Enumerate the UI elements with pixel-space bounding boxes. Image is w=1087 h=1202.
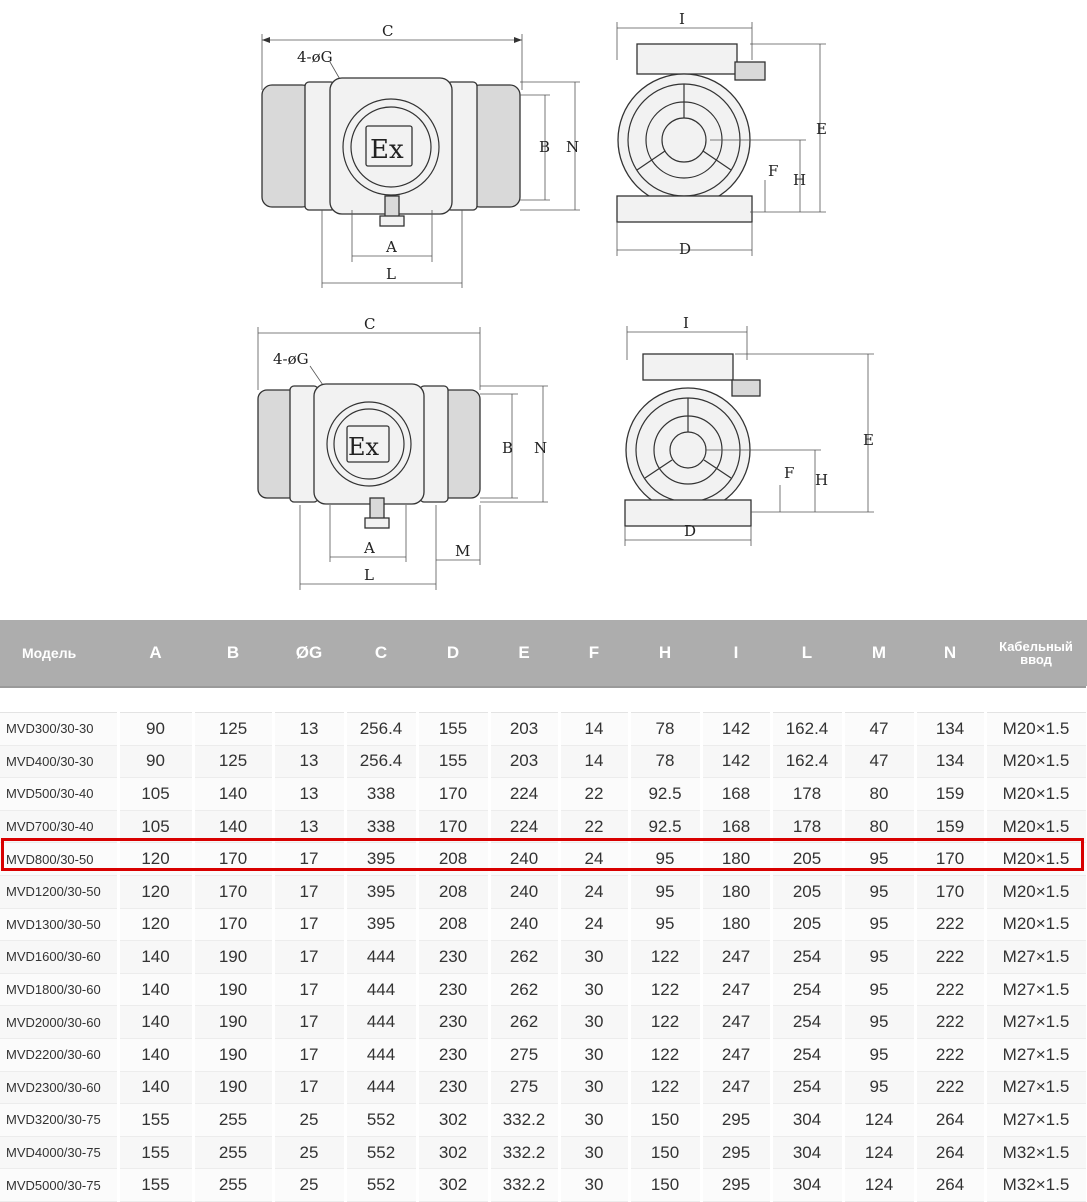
- table-cell: 124: [843, 1104, 915, 1137]
- table-cell: 332.2: [489, 1136, 559, 1169]
- table-row: [0, 1136, 1087, 1169]
- table-cell: 30: [559, 1006, 629, 1039]
- table-row: [0, 810, 1087, 843]
- model-cell: MVD4000/30-75: [0, 1136, 118, 1169]
- table-cell: 224: [489, 810, 559, 843]
- table-row: [0, 875, 1087, 908]
- table-cell: 17: [273, 1071, 345, 1104]
- table-cell: 168: [701, 810, 771, 843]
- table-cell: 264: [915, 1104, 985, 1137]
- table-row: [0, 941, 1087, 974]
- table-cell: 122: [629, 973, 701, 1006]
- model-cell: MVD1300/30-50: [0, 908, 118, 941]
- table-cell: 170: [417, 778, 489, 811]
- table-cell: 78: [629, 745, 701, 778]
- dim-label-m: M: [455, 542, 471, 560]
- table-row: [0, 843, 1087, 876]
- table-cell: 162.4: [771, 713, 843, 746]
- table-cell: 24: [559, 875, 629, 908]
- dim-label-n: N: [534, 439, 548, 457]
- table-row: [0, 973, 1087, 1006]
- table-cell: 125: [193, 745, 273, 778]
- table-header: [0, 620, 1087, 687]
- table-cell: 395: [345, 843, 417, 876]
- table-cell: 254: [771, 1071, 843, 1104]
- table-cell: 150: [629, 1104, 701, 1137]
- table-cell: 395: [345, 875, 417, 908]
- model-cell: MVD300/30-30: [0, 713, 118, 746]
- table-cell: 275: [489, 1038, 559, 1071]
- spec-table: [0, 620, 1087, 1202]
- table-row: [0, 778, 1087, 811]
- table-cell: 150: [629, 1136, 701, 1169]
- table-cell: 125: [193, 713, 273, 746]
- table-cell: 47: [843, 713, 915, 746]
- table-cell: 22: [559, 810, 629, 843]
- table-cell: 95: [843, 973, 915, 1006]
- table-cell: 134: [915, 713, 985, 746]
- table-cell: 222: [915, 1071, 985, 1104]
- table-cell: 95: [843, 843, 915, 876]
- table-cell: 295: [701, 1169, 771, 1202]
- table-cell: 105: [118, 810, 193, 843]
- column-header: H: [629, 620, 701, 687]
- table-cell: 395: [345, 908, 417, 941]
- dim-label-b: B: [539, 138, 551, 156]
- table-cell: 180: [701, 875, 771, 908]
- dim-label-c: C: [382, 22, 394, 40]
- table-cell: 140: [118, 1006, 193, 1039]
- table-cell: 122: [629, 941, 701, 974]
- column-header: I: [701, 620, 771, 687]
- dim-label-i: I: [679, 10, 685, 28]
- column-header: D: [417, 620, 489, 687]
- column-header: ØG: [273, 620, 345, 687]
- table-cell: 222: [915, 973, 985, 1006]
- column-header: F: [559, 620, 629, 687]
- table-cell: 203: [489, 745, 559, 778]
- column-header-model: Модель: [0, 620, 118, 687]
- table-cell: 203: [489, 713, 559, 746]
- table-cell: 30: [559, 1104, 629, 1137]
- table-cell: 14: [559, 745, 629, 778]
- table-row: [0, 1071, 1087, 1104]
- table-cell: M27×1.5: [985, 941, 1087, 974]
- table-cell: 80: [843, 810, 915, 843]
- table-cell: 222: [915, 908, 985, 941]
- table-cell: M27×1.5: [985, 1071, 1087, 1104]
- column-header: L: [771, 620, 843, 687]
- table-cell: 95: [843, 1071, 915, 1104]
- table-cell: 295: [701, 1104, 771, 1137]
- table-cell: 150: [629, 1169, 701, 1202]
- table-cell: 17: [273, 1038, 345, 1071]
- table-row: [0, 745, 1087, 778]
- column-header: E: [489, 620, 559, 687]
- table-cell: M20×1.5: [985, 713, 1087, 746]
- dim-label-g: 4-øG: [273, 350, 309, 368]
- model-cell: MVD3200/30-75: [0, 1104, 118, 1137]
- table-cell: 230: [417, 1038, 489, 1071]
- table-cell: 254: [771, 1006, 843, 1039]
- table-cell: 295: [701, 1136, 771, 1169]
- table-cell: 247: [701, 973, 771, 1006]
- table-cell: M20×1.5: [985, 843, 1087, 876]
- table-cell: 444: [345, 941, 417, 974]
- table-cell: 170: [193, 843, 273, 876]
- table-cell: M20×1.5: [985, 810, 1087, 843]
- table-cell: 240: [489, 843, 559, 876]
- table-cell: 256.4: [345, 713, 417, 746]
- table-row: [0, 1104, 1087, 1137]
- dim-label-h: H: [793, 171, 807, 189]
- table-cell: 142: [701, 713, 771, 746]
- table-cell: 262: [489, 1006, 559, 1039]
- table-cell: 190: [193, 973, 273, 1006]
- table-cell: M32×1.5: [985, 1169, 1087, 1202]
- table-cell: M20×1.5: [985, 875, 1087, 908]
- table-cell: 444: [345, 1006, 417, 1039]
- table-cell: 302: [417, 1104, 489, 1137]
- table-row: [0, 1038, 1087, 1071]
- table-cell: 155: [417, 713, 489, 746]
- table-cell: 95: [843, 875, 915, 908]
- table-cell: 24: [559, 908, 629, 941]
- model-cell: MVD2300/30-60: [0, 1071, 118, 1104]
- table-cell: 254: [771, 1038, 843, 1071]
- table-cell: M20×1.5: [985, 778, 1087, 811]
- cable-header-line1: Кабельный: [999, 639, 1073, 654]
- dim-label-a: A: [386, 238, 397, 256]
- table-cell: 13: [273, 810, 345, 843]
- table-cell: 92.5: [629, 778, 701, 811]
- table-cell: 90: [118, 713, 193, 746]
- table-cell: 17: [273, 1006, 345, 1039]
- table-cell: 247: [701, 941, 771, 974]
- table-cell: 140: [118, 973, 193, 1006]
- table-cell: 124: [843, 1136, 915, 1169]
- table-cell: 90: [118, 745, 193, 778]
- dim-label-e: E: [863, 431, 874, 449]
- model-cell: MVD400/30-30: [0, 745, 118, 778]
- model-cell: MVD2200/30-60: [0, 1038, 118, 1071]
- table-cell: 205: [771, 875, 843, 908]
- dim-label-d: D: [679, 240, 692, 258]
- ex-mark: Ex: [370, 135, 404, 165]
- table-cell: 240: [489, 875, 559, 908]
- model-cell: MVD700/30-40: [0, 810, 118, 843]
- table-cell: 230: [417, 941, 489, 974]
- table-cell: 95: [629, 843, 701, 876]
- table-cell: 95: [629, 875, 701, 908]
- table-cell: 95: [843, 1006, 915, 1039]
- table-cell: 205: [771, 843, 843, 876]
- table-cell: 13: [273, 745, 345, 778]
- table-cell: 25: [273, 1169, 345, 1202]
- table-cell: 30: [559, 941, 629, 974]
- table-cell: 190: [193, 941, 273, 974]
- table-cell: M20×1.5: [985, 745, 1087, 778]
- table-cell: 120: [118, 843, 193, 876]
- model-cell: MVD1200/30-50: [0, 875, 118, 908]
- table-cell: 30: [559, 1169, 629, 1202]
- column-header: A: [118, 620, 193, 687]
- model-cell: MVD2000/30-60: [0, 1006, 118, 1039]
- table-cell: 22: [559, 778, 629, 811]
- cable-header-line2: ввод: [1020, 652, 1052, 667]
- table-cell: 262: [489, 973, 559, 1006]
- table-cell: 222: [915, 941, 985, 974]
- table-row: [0, 1169, 1087, 1202]
- table-cell: M27×1.5: [985, 1006, 1087, 1039]
- table-cell: 552: [345, 1104, 417, 1137]
- table-cell: 222: [915, 1006, 985, 1039]
- table-cell: 120: [118, 908, 193, 941]
- table-cell: 444: [345, 1071, 417, 1104]
- table-row: [0, 1006, 1087, 1039]
- table-cell: 552: [345, 1169, 417, 1202]
- table-cell: 170: [193, 908, 273, 941]
- column-header: B: [193, 620, 273, 687]
- dim-label-f: F: [784, 464, 795, 482]
- column-header: N: [915, 620, 985, 687]
- table-cell: 159: [915, 778, 985, 811]
- table-cell: 247: [701, 1006, 771, 1039]
- dim-label-l: L: [364, 566, 374, 584]
- table-cell: 444: [345, 973, 417, 1006]
- table-cell: 17: [273, 875, 345, 908]
- table-cell: 105: [118, 778, 193, 811]
- table-cell: 230: [417, 1006, 489, 1039]
- table-cell: 180: [701, 908, 771, 941]
- column-header: M: [843, 620, 915, 687]
- table-cell: 13: [273, 713, 345, 746]
- table-cell: 30: [559, 1038, 629, 1071]
- table-cell: 95: [843, 941, 915, 974]
- ex-mark: Ex: [348, 433, 380, 461]
- table-cell: 170: [193, 875, 273, 908]
- table-cell: 332.2: [489, 1104, 559, 1137]
- table-cell: 275: [489, 1071, 559, 1104]
- table-cell: 92.5: [629, 810, 701, 843]
- table-cell: 552: [345, 1136, 417, 1169]
- table-cell: 30: [559, 973, 629, 1006]
- table-cell: 230: [417, 1071, 489, 1104]
- table-cell: 264: [915, 1169, 985, 1202]
- table-cell: 17: [273, 973, 345, 1006]
- table-cell: 142: [701, 745, 771, 778]
- table-cell: 170: [915, 875, 985, 908]
- table-cell: 247: [701, 1038, 771, 1071]
- table-cell: 190: [193, 1038, 273, 1071]
- table-cell: M20×1.5: [985, 908, 1087, 941]
- table-row: [0, 908, 1087, 941]
- table-cell: 208: [417, 843, 489, 876]
- table-cell: 302: [417, 1136, 489, 1169]
- table-cell: 178: [771, 810, 843, 843]
- table-cell: 254: [771, 973, 843, 1006]
- table-cell: 255: [193, 1169, 273, 1202]
- table-cell: 25: [273, 1136, 345, 1169]
- model-cell: MVD1600/30-60: [0, 941, 118, 974]
- dim-label-b: B: [502, 439, 514, 457]
- model-cell: MVD800/30-50: [0, 843, 118, 876]
- table-cell: 122: [629, 1006, 701, 1039]
- dim-label-a: A: [364, 539, 375, 557]
- dim-label-n: N: [566, 138, 580, 156]
- table-cell: 180: [701, 843, 771, 876]
- table-cell: 332.2: [489, 1169, 559, 1202]
- table-cell: 155: [118, 1136, 193, 1169]
- table-cell: 208: [417, 908, 489, 941]
- table-cell: 170: [915, 843, 985, 876]
- table-cell: M27×1.5: [985, 1104, 1087, 1137]
- dim-label-i: I: [683, 314, 689, 332]
- table-cell: 302: [417, 1169, 489, 1202]
- table-cell: 254: [771, 941, 843, 974]
- table-cell: M32×1.5: [985, 1136, 1087, 1169]
- table-cell: 120: [118, 875, 193, 908]
- table-cell: 25: [273, 1104, 345, 1137]
- table-cell: 338: [345, 810, 417, 843]
- dim-label-h: H: [815, 471, 829, 489]
- dim-label-l: L: [386, 265, 396, 283]
- dim-label-g: 4-øG: [297, 48, 333, 66]
- table-cell: 304: [771, 1104, 843, 1137]
- dim-label-e: E: [816, 120, 827, 138]
- table-cell: 140: [193, 810, 273, 843]
- table-cell: 230: [417, 973, 489, 1006]
- table-cell: 95: [629, 908, 701, 941]
- column-header-cable: [985, 620, 1087, 687]
- table-cell: 140: [118, 941, 193, 974]
- table-cell: 222: [915, 1038, 985, 1071]
- table-cell: 338: [345, 778, 417, 811]
- table-cell: 256.4: [345, 745, 417, 778]
- table-cell: 124: [843, 1169, 915, 1202]
- table-cell: 140: [118, 1071, 193, 1104]
- model-cell: MVD500/30-40: [0, 778, 118, 811]
- table-cell: 140: [118, 1038, 193, 1071]
- table-cell: 30: [559, 1136, 629, 1169]
- table-cell: 224: [489, 778, 559, 811]
- dim-label-c: C: [364, 315, 376, 333]
- dim-label-d: D: [684, 522, 697, 540]
- table-cell: 95: [843, 908, 915, 941]
- table-cell: 170: [417, 810, 489, 843]
- table-cell: 255: [193, 1136, 273, 1169]
- table-cell: 140: [193, 778, 273, 811]
- table-cell: M27×1.5: [985, 973, 1087, 1006]
- column-header: C: [345, 620, 417, 687]
- table-cell: 78: [629, 713, 701, 746]
- table-cell: 17: [273, 908, 345, 941]
- table-cell: 95: [843, 1038, 915, 1071]
- table-cell: 444: [345, 1038, 417, 1071]
- table-cell: 240: [489, 908, 559, 941]
- table-cell: 122: [629, 1038, 701, 1071]
- table-cell: 162.4: [771, 745, 843, 778]
- table-cell: 30: [559, 1071, 629, 1104]
- table-cell: 17: [273, 941, 345, 974]
- model-cell: MVD1800/30-60: [0, 973, 118, 1006]
- table-cell: 155: [118, 1169, 193, 1202]
- table-cell: M27×1.5: [985, 1038, 1087, 1071]
- table-cell: 304: [771, 1136, 843, 1169]
- table-cell: 208: [417, 875, 489, 908]
- table-cell: 14: [559, 713, 629, 746]
- table-cell: 159: [915, 810, 985, 843]
- table-cell: 47: [843, 745, 915, 778]
- table-cell: 264: [915, 1136, 985, 1169]
- table-cell: 13: [273, 778, 345, 811]
- table-cell: 178: [771, 778, 843, 811]
- model-cell: MVD5000/30-75: [0, 1169, 118, 1202]
- table-cell: 255: [193, 1104, 273, 1137]
- table-cell: 80: [843, 778, 915, 811]
- table-cell: 134: [915, 745, 985, 778]
- table-cell: 190: [193, 1006, 273, 1039]
- table-cell: 122: [629, 1071, 701, 1104]
- table-cell: 190: [193, 1071, 273, 1104]
- table-row: [0, 713, 1087, 746]
- table-cell: 24: [559, 843, 629, 876]
- table-cell: 304: [771, 1169, 843, 1202]
- table-cell: 262: [489, 941, 559, 974]
- table-cell: 155: [417, 745, 489, 778]
- table-cell: 17: [273, 843, 345, 876]
- table-cell: 205: [771, 908, 843, 941]
- table-cell: 247: [701, 1071, 771, 1104]
- dim-label-f: F: [768, 162, 779, 180]
- table-cell: 155: [118, 1104, 193, 1137]
- table-cell: 168: [701, 778, 771, 811]
